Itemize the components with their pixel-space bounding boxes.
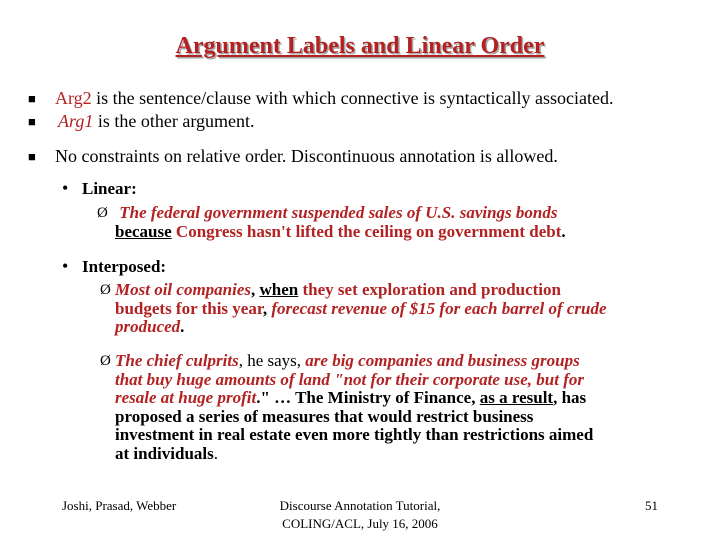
ex2-period: . (213, 443, 218, 463)
ex2-arg1b-line1: are big companies and business groups (305, 351, 580, 370)
footer-venue (240, 497, 480, 533)
linear-arg1: The federal government suspended sales of U.S. savings bonds (119, 203, 558, 222)
page-number: 51 (645, 498, 658, 513)
ex2-line5: investment in real estate even more tightly than restrictions aimed (115, 425, 594, 444)
square-bullet-icon: ■ (28, 114, 36, 129)
dot-bullet-icon: • (62, 256, 69, 276)
ex1-arg2-line1: they set exploration and production (302, 280, 561, 299)
ex1-arg2-line2: budgets for this year (115, 298, 263, 318)
bullet-arg1 (58, 111, 254, 131)
interposed-example-2 (115, 352, 705, 463)
ex1-arg1b-line2: produced (115, 317, 181, 336)
interposed-example-1 (115, 281, 705, 337)
arg1-text: is the other argument. (93, 111, 255, 131)
arrow-bullet-icon: Ø (97, 205, 108, 221)
ex1-connective: when (259, 280, 299, 299)
footer-venue-line1: Discourse Annotation Tutorial, (279, 498, 441, 513)
ex1-comma: , (251, 280, 256, 299)
ex1-period: . (180, 317, 185, 336)
bullet-arg2 (55, 88, 614, 108)
linear-arg2: Congress hasn't lifted the ceiling on government debt (175, 221, 562, 241)
ex2-arg1b-line2: that buy huge amounts of land "not for their corporate use, but for (115, 369, 584, 389)
dot-bullet-icon: • (62, 178, 69, 198)
ex2-ministry: ." … The Ministry of Finance, (256, 388, 480, 407)
ex1-arg1b-line1: forecast revenue of $15 for each barrel of crude (271, 298, 607, 318)
ex2-arg1b-line3: resale at huge profit (115, 388, 257, 407)
footer-authors: Joshi, Prasad, Webber (62, 498, 177, 513)
ex2-has: , has (553, 388, 587, 407)
linear-example (115, 204, 675, 241)
ex2-line6: at individuals (115, 443, 214, 463)
footer-venue-line2: COLING/ACL, July 16, 2006 (282, 516, 438, 531)
ex2-says: , he says, (238, 351, 306, 370)
ex2-connective: as a result (479, 388, 554, 407)
arg1-label: Arg1 (58, 111, 94, 131)
slide-title: Argument Labels and Linear Order (175, 33, 545, 59)
square-bullet-icon: ■ (28, 149, 36, 164)
linear-period: . (561, 221, 566, 241)
arrow-bullet-icon: Ø (100, 282, 111, 298)
linear-connective: because (115, 221, 172, 241)
ex2-line4: proposed a series of measures that would restrict business (115, 406, 534, 426)
ex1-comma2: , (262, 298, 268, 318)
ex1-arg1a: Most oil companies (115, 280, 252, 299)
square-bullet-icon: ■ (28, 91, 36, 106)
arg2-text: is the sentence/clause with which connective is syntactically associated. (91, 88, 614, 108)
ex2-arg1a: The chief culprits (115, 351, 239, 370)
bullet-constraints: No constraints on relative order. Discontinuous annotation is allowed. (55, 146, 558, 166)
arrow-bullet-icon: Ø (100, 353, 111, 369)
arg2-label: Arg2 (55, 88, 92, 108)
linear-heading: Linear: (82, 179, 137, 198)
interposed-heading: Interposed: (82, 257, 167, 276)
